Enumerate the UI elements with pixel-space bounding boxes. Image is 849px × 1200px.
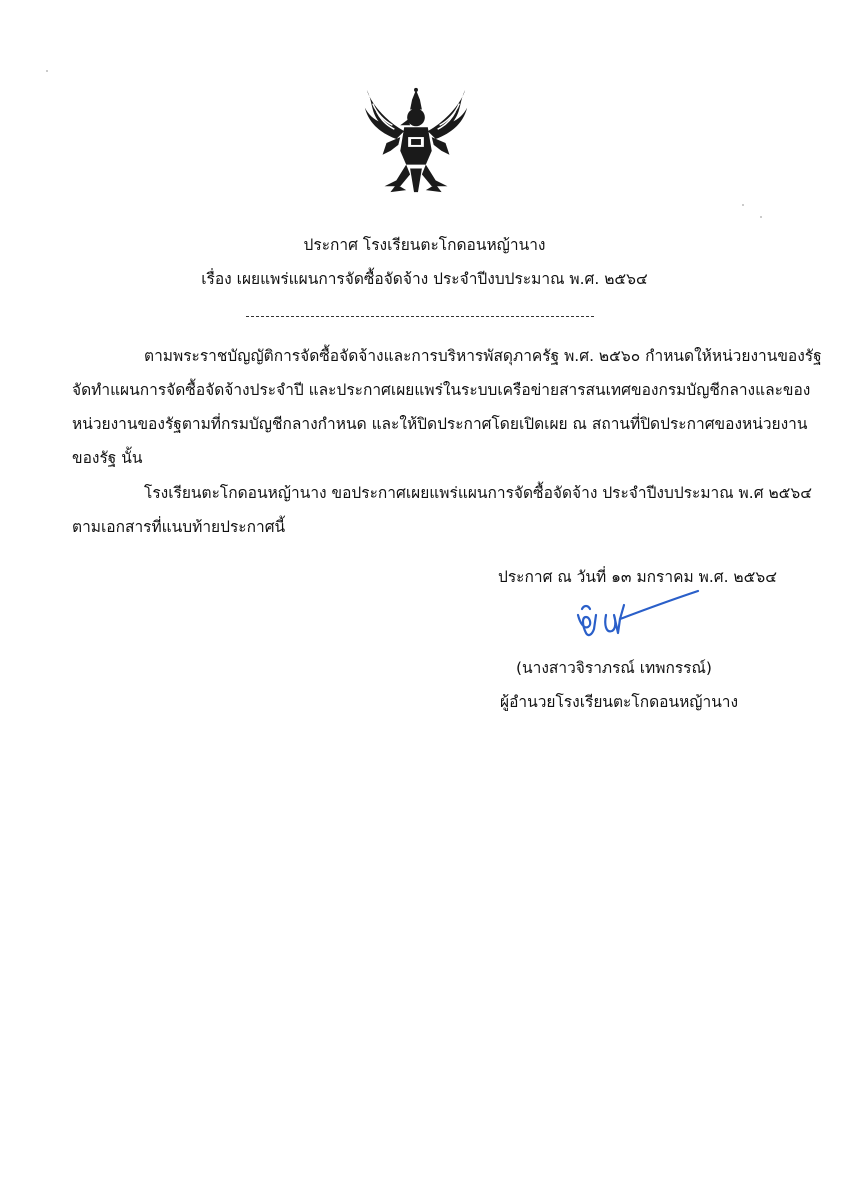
announcement-date: ประกาศ ณ วันที่ ๑๓ มกราคม พ.ศ. ๒๕๖๔ [498, 568, 777, 586]
dashed-divider [246, 316, 594, 317]
announcement-header [0, 228, 849, 296]
announcement-title: ประกาศ โรงเรียนตะโกดอนหญ้านาง [303, 236, 546, 254]
paragraph-line: จัดทำแผนการจัดซื้อจัดจ้างประจำปี และประกาศเผยแพร่ในระบบเครือข่ายสารสนเทศของกรมบัญชีกลางและของ [72, 381, 811, 399]
handwritten-signature [566, 585, 706, 643]
scan-speck [742, 204, 744, 206]
announcement-subject: เรื่อง เผยแพร่แผนการจัดซื้อจัดจ้าง ประจำปีงบประมาณ พ.ศ. ๒๕๖๔ [201, 270, 648, 288]
paragraph-line: หน่วยงานของรัฐตามที่กรมบัญชีกลางกำหนด และให้ปิดประกาศโดยเปิดเผย ณ สถานที่ปิดประกาศของหน่วยงาน [72, 415, 808, 433]
scan-speck [760, 216, 762, 218]
paragraph-line: ของรัฐ นั้น [72, 449, 143, 467]
paragraph-line: ตามเอกสารที่แนบท้ายประกาศนี้ [72, 518, 286, 536]
paragraph-line: โรงเรียนตะโกดอนหญ้านาง ขอประกาศเผยแพร่แผนการจัดซื้อจัดจ้าง ประจำปีงบประมาณ พ.ศ ๒๕๖๔ [144, 484, 812, 502]
body-paragraph-1 [72, 339, 822, 475]
garuda-emblem-icon [357, 82, 475, 200]
signer-position: ผู้อำนวยโรงเรียนตะโกดอนหญ้านาง [500, 693, 739, 711]
body-paragraph-2 [72, 476, 812, 544]
scan-speck [46, 70, 48, 72]
paragraph-line: ตามพระราชบัญญัติการจัดซื้อจัดจ้างและการบริหารพัสดุภาครัฐ พ.ศ. ๒๕๖๐ กำหนดให้หน่วยงานของรัฐ [144, 347, 822, 365]
signer-name: (นางสาวจิราภรณ์ เทพกรรณ์) [516, 659, 712, 677]
